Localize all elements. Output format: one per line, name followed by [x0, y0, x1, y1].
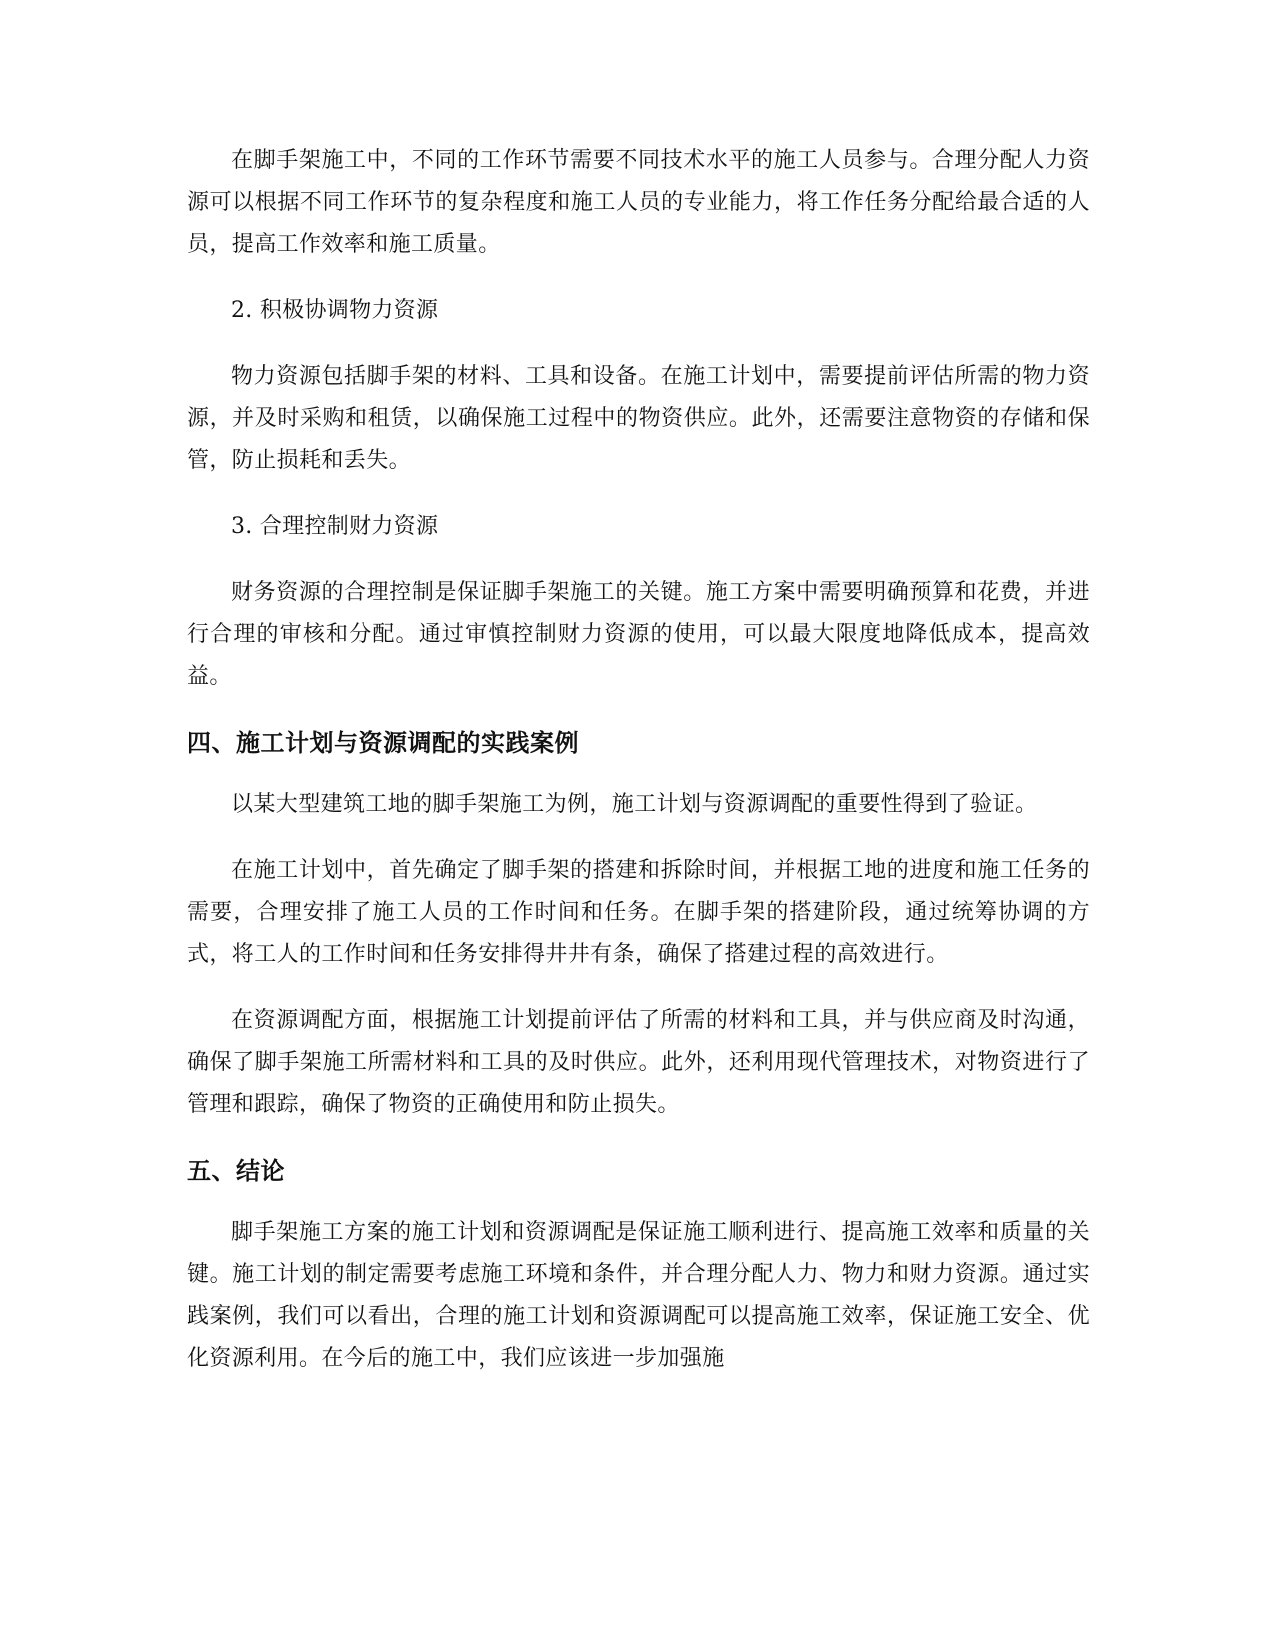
- document-body: [187, 140, 1090, 1404]
- section-heading-practice-case: 四、施工计划与资源调配的实践案例: [187, 729, 579, 757]
- paragraph-financial-resources: 财务资源的合理控制是保证脚手架施工的关键。施工方案中需要明确预算和花费，并进行合理的审核和分配。通过审慎控制财力资源的使用，可以最大限度地降低成本，提高效益。: [187, 580, 1090, 689]
- paragraph-conclusion: 脚手架施工方案的施工计划和资源调配是保证施工顺利进行、提高施工效率和质量的关键。施工计划的制定需要考虑施工环境和条件，并合理分配人力、物力和财力资源。通过实践案例，我们可以看出，合理的施工计划和资源调配可以提高施工效率，保证施工安全、优化资源利用。在今后的施工中，我们应该进一步加强施: [187, 1220, 1090, 1371]
- list-item-financial-resources: 3. 合理控制财力资源: [231, 514, 439, 539]
- paragraph-material-resources: 物力资源包括脚手架的材料、工具和设备。在施工计划中，需要提前评估所需的物力资源，并及时采购和租赁，以确保施工过程中的物资供应。此外，还需要注意物资的存储和保管，防止损耗和丢失。: [187, 364, 1090, 473]
- list-item-material-resources: 2. 积极协调物力资源: [231, 298, 439, 323]
- paragraph-case-planning: 在施工计划中，首先确定了脚手架的搭建和拆除时间，并根据工地的进度和施工任务的需要，合理安排了施工人员的工作时间和任务。在脚手架的搭建阶段，通过统筹协调的方式，将工人的工作时间和任务安排得井井有条，确保了搭建过程的高效进行。: [187, 858, 1090, 967]
- section-heading-conclusion: 五、结论: [187, 1157, 285, 1185]
- paragraph-case-intro: 以某大型建筑工地的脚手架施工为例，施工计划与资源调配的重要性得到了验证。: [231, 792, 1038, 817]
- paragraph-case-allocation: 在资源调配方面，根据施工计划提前评估了所需的材料和工具，并与供应商及时沟通，确保了脚手架施工所需材料和工具的及时供应。此外，还利用现代管理技术，对物资进行了管理和跟踪，确保了物资的正确使用和防止损失。: [187, 1008, 1090, 1117]
- paragraph-human-resources: 在脚手架施工中，不同的工作环节需要不同技术水平的施工人员参与。合理分配人力资源可以根据不同工作环节的复杂程度和施工人员的专业能力，将工作任务分配给最合适的人员，提高工作效率和施工质量。: [187, 148, 1090, 257]
